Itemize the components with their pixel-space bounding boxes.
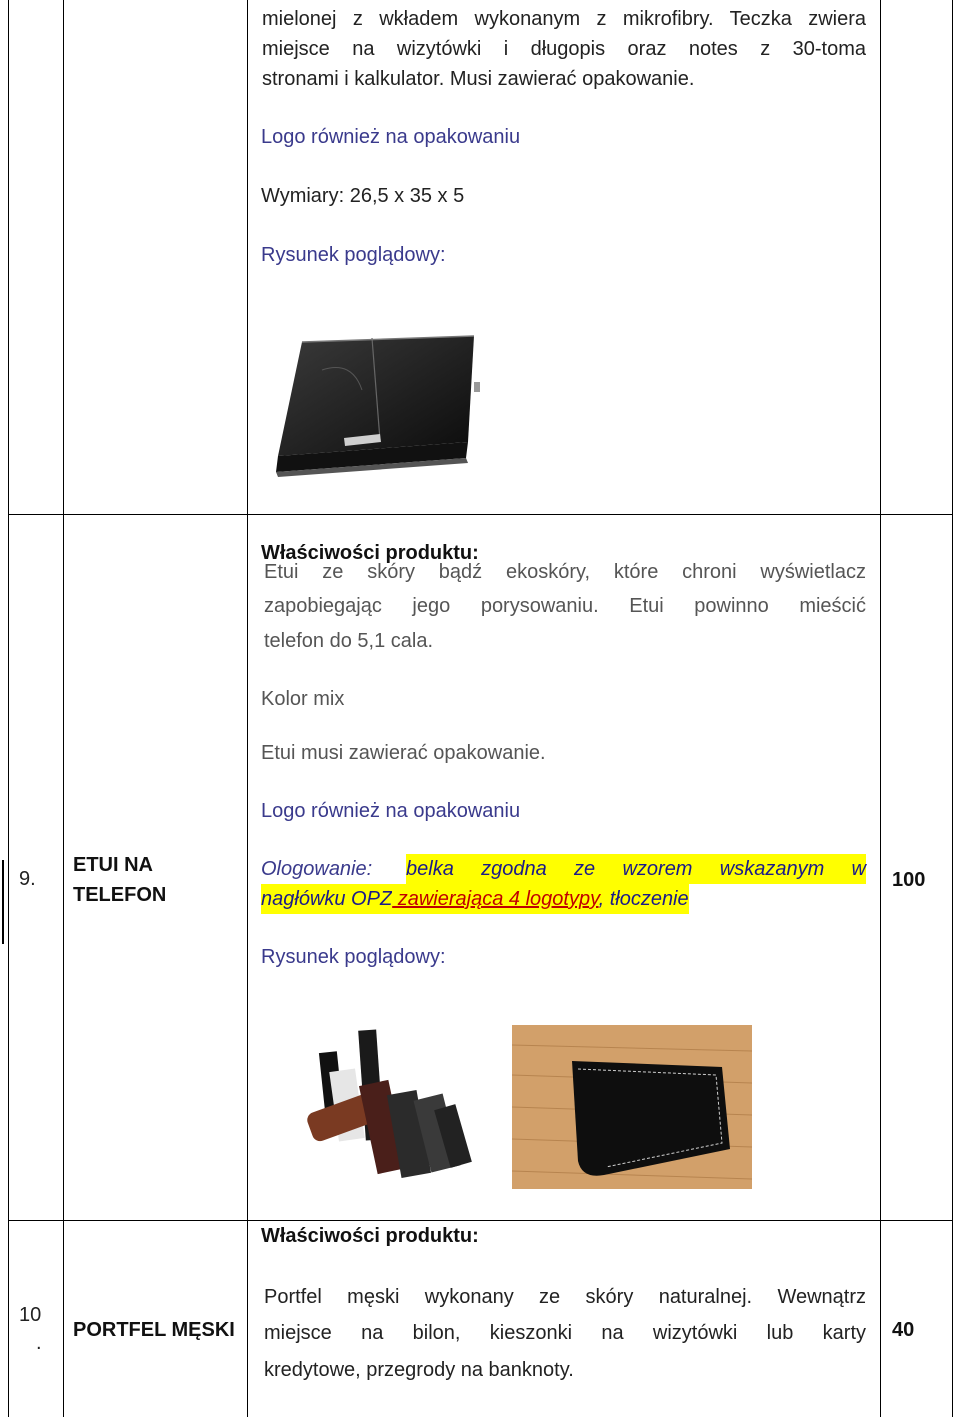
row9-branding-line-2-part-2: zawierająca 4 logotypy bbox=[392, 888, 599, 910]
table-column-divider-2 bbox=[247, 0, 248, 1417]
row9-branding-line-2-part-1: nagłówku OPZ bbox=[261, 888, 393, 910]
prev-description-line-3: stronami i kalkulator. Musi zawierać opakowanie. bbox=[262, 68, 695, 90]
table-border-right bbox=[952, 0, 953, 1417]
zip-folder-image bbox=[262, 330, 484, 478]
row9-description-line-2: zapobiegając jego porysowaniu. Etui powinno mieścić bbox=[264, 595, 866, 617]
margin-mark bbox=[2, 860, 4, 944]
row9-color: Kolor mix bbox=[261, 688, 345, 710]
row9-properties-heading: Właściwości produktu: bbox=[261, 542, 479, 564]
row10-number-dot: . bbox=[36, 1332, 42, 1354]
row9-branding-line-2 bbox=[261, 884, 689, 914]
table-column-divider-3 bbox=[880, 0, 881, 1417]
table-border-left bbox=[8, 0, 9, 1417]
row9-branding-line-1: belka zgodna ze wzorem wskazanym w bbox=[406, 854, 866, 884]
row9-name-line-2: TELEFON bbox=[73, 884, 167, 906]
row9-name-line-1: ETUI NA bbox=[73, 854, 153, 876]
row10-properties-heading: Właściwości produktu: bbox=[261, 1225, 479, 1247]
prev-drawing-label: Rysunek poglądowy: bbox=[261, 244, 446, 266]
prev-dimensions: Wymiary: 26,5 x 35 x 5 bbox=[261, 185, 465, 207]
row9-packaging: Etui musi zawierać opakowanie. bbox=[261, 742, 546, 764]
row9-description-line-3: telefon do 5,1 cala. bbox=[264, 630, 434, 652]
row9-drawing-label: Rysunek poglądowy: bbox=[261, 946, 446, 968]
row9-description-line-1: Etui ze skóry bądź ekoskóry, które chroni wyświetlacz bbox=[264, 561, 866, 583]
row-divider-2 bbox=[8, 1220, 953, 1221]
prev-logo-note: Logo również na opakowaniu bbox=[261, 126, 521, 148]
row9-quantity: 100 bbox=[892, 869, 926, 891]
row9-logo-note: Logo również na opakowaniu bbox=[261, 800, 521, 822]
row10-description-line-1: Portfel męski wykonany ze skóry naturalnej. Wewnątrz bbox=[264, 1286, 866, 1308]
table-column-divider-1 bbox=[63, 0, 64, 1417]
prev-description-line-2: miejsce na wizytówki i długopis oraz notes z 30-toma bbox=[262, 38, 866, 60]
phone-case-black-image bbox=[512, 1025, 752, 1189]
row10-description-line-2: miejsce na bilon, kieszonki na wizytówki lub karty bbox=[264, 1322, 866, 1344]
row10-quantity: 40 bbox=[892, 1319, 915, 1341]
row10-description-line-3: kredytowe, przegrody na banknoty. bbox=[264, 1359, 574, 1381]
row9-branding-line-2-part-3: , tłoczenie bbox=[598, 888, 689, 910]
prev-description-line-1: mielonej z wkładem wykonanym z mikrofibry. Teczka zwiera bbox=[262, 8, 866, 30]
row9-branding-label: Ologowanie: bbox=[261, 858, 373, 880]
row10-name: PORTFEL MĘSKI bbox=[73, 1319, 235, 1341]
row-divider-1 bbox=[8, 514, 953, 515]
row10-number: 10 bbox=[19, 1304, 42, 1326]
phone-cases-mix-image bbox=[298, 1010, 474, 1180]
row9-number: 9. bbox=[19, 868, 36, 890]
